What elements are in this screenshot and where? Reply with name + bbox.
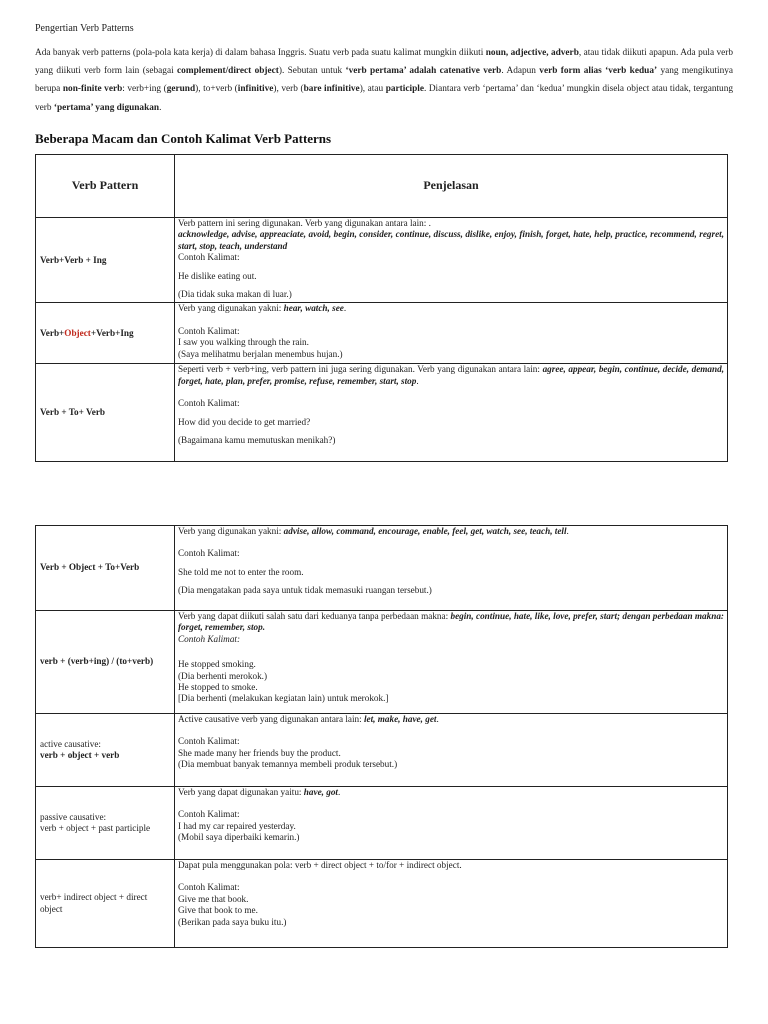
table-row (36, 714, 728, 787)
explanation-cell: Verb yang digunakan yakni: advise, allow, command, encourage, enable, feel, get, watch, see, teach, tell. Contoh Kalimat: She told me not to enter the room. (Dia mengatakan pada saya untuk tidak memasuki ruangan tersebut.) (175, 526, 728, 611)
header-penjelasan: Penjelasan (175, 155, 728, 218)
table-row (36, 787, 728, 860)
pattern-cell: verb+ indirect object + direct object (36, 860, 175, 948)
table-row (36, 218, 728, 303)
table-row (36, 860, 728, 948)
verb-pattern-table-2 (35, 525, 728, 948)
explanation-cell: Verb yang dapat digunakan yaitu: have, got. Contoh Kalimat: I had my car repaired yesterday. (Mobil saya diperbaiki kemarin.) (175, 787, 728, 860)
explanation-cell: Verb yang dapat diikuti salah satu dari keduanya tanpa perbedaan makna: begin, continue, hate, like, love, prefer, start; dengan perbedaan makna: forget, remember, stop. Contoh Kalimat: He stopped smoking. (Dia berhenti merokok.) He stopped to smoke. [Dia berhenti (melakukan kegiatan lain) untuk merokok.] (175, 611, 728, 714)
explanation-cell: Active causative verb yang digunakan antara lain: let, make, have, get. Contoh Kalimat: She made many her friends buy the product. (Dia membuat banyak temannya membeli produk tersebut.) (175, 714, 728, 787)
table-header-row (36, 155, 728, 218)
table-row (36, 526, 728, 611)
explanation-cell: Seperti verb + verb+ing, verb pattern ini juga sering digunakan. Verb yang digunakan antara lain: agree, appear, begin, continue, decide, demand, forget, hate, plan, prefer, promise, refuse, remember, start, stop. Contoh Kalimat: How did you decide to get married? (Bagaimana kamu memutuskan menikah?) (175, 364, 728, 462)
table-row (36, 611, 728, 714)
verb-pattern-table-1 (35, 154, 728, 462)
explanation-cell: Verb pattern ini sering digunakan. Verb yang digunakan antara lain: . acknowledge, advise, appreaciate, avoid, begin, consider, continue, discuss, dislike, enjoy, finish, forget, hate, help, practice, recommend, regret, start, stop, teach, understand Contoh Kalimat: He dislike eating out. (Dia tidak suka makan di luar.) (175, 218, 728, 303)
section-title: Beberapa Macam dan Contoh Kalimat Verb Patterns (35, 131, 332, 146)
pattern-cell: verb + (verb+ing) / (to+verb) (36, 611, 175, 714)
table-row (36, 303, 728, 364)
page-title: Pengertian Verb Patterns (35, 23, 134, 34)
explanation-cell: Verb yang digunakan yakni: hear, watch, see. Contoh Kalimat: I saw you walking through the rain. (Saya melihatmu berjalan menembus hujan.) (175, 303, 728, 364)
header-verb-pattern: Verb Pattern (36, 155, 175, 218)
pattern-cell: passive causative: verb + object + past participle (36, 787, 175, 860)
pattern-cell: active causative: verb + object + verb (36, 714, 175, 787)
table-row (36, 364, 728, 462)
pattern-cell: Verb + To+ Verb (36, 364, 175, 462)
pattern-cell: Verb + Object + To+Verb (36, 526, 175, 611)
explanation-cell: Dapat pula menggunakan pola: verb + direct object + to/for + indirect object. Contoh Kalimat: Give me that book. Give that book to me. (Berikan pada saya buku itu.) (175, 860, 728, 948)
intro-paragraph: Ada banyak verb patterns (pola-pola kata kerja) di dalam bahasa Inggris. Suatu verb pada suatu kalimat mungkin diikuti noun, adjective, adverb, atau tidak diikuti apapun. Ada pula verb yang diikuti verb form lain (sebagai complement/direct object). Sebutan untuk ‘verb pertama’ adalah catenative verb. Adapun verb form alias ‘verb kedua’ yang mengikutinya berupa non-finite verb: verb+ing (gerund), to+verb (infinitive), verb (bare infinitive), atau participle. Diantara verb ‘pertama’ dan ‘kedua’ mungkin disela object atau tidak, tergantung verb ‘pertama’ yang digunakan. (35, 48, 733, 113)
pattern-cell: Verb+Verb + Ing (36, 218, 175, 303)
pattern-cell: Verb+Object+Verb+Ing (36, 303, 175, 364)
